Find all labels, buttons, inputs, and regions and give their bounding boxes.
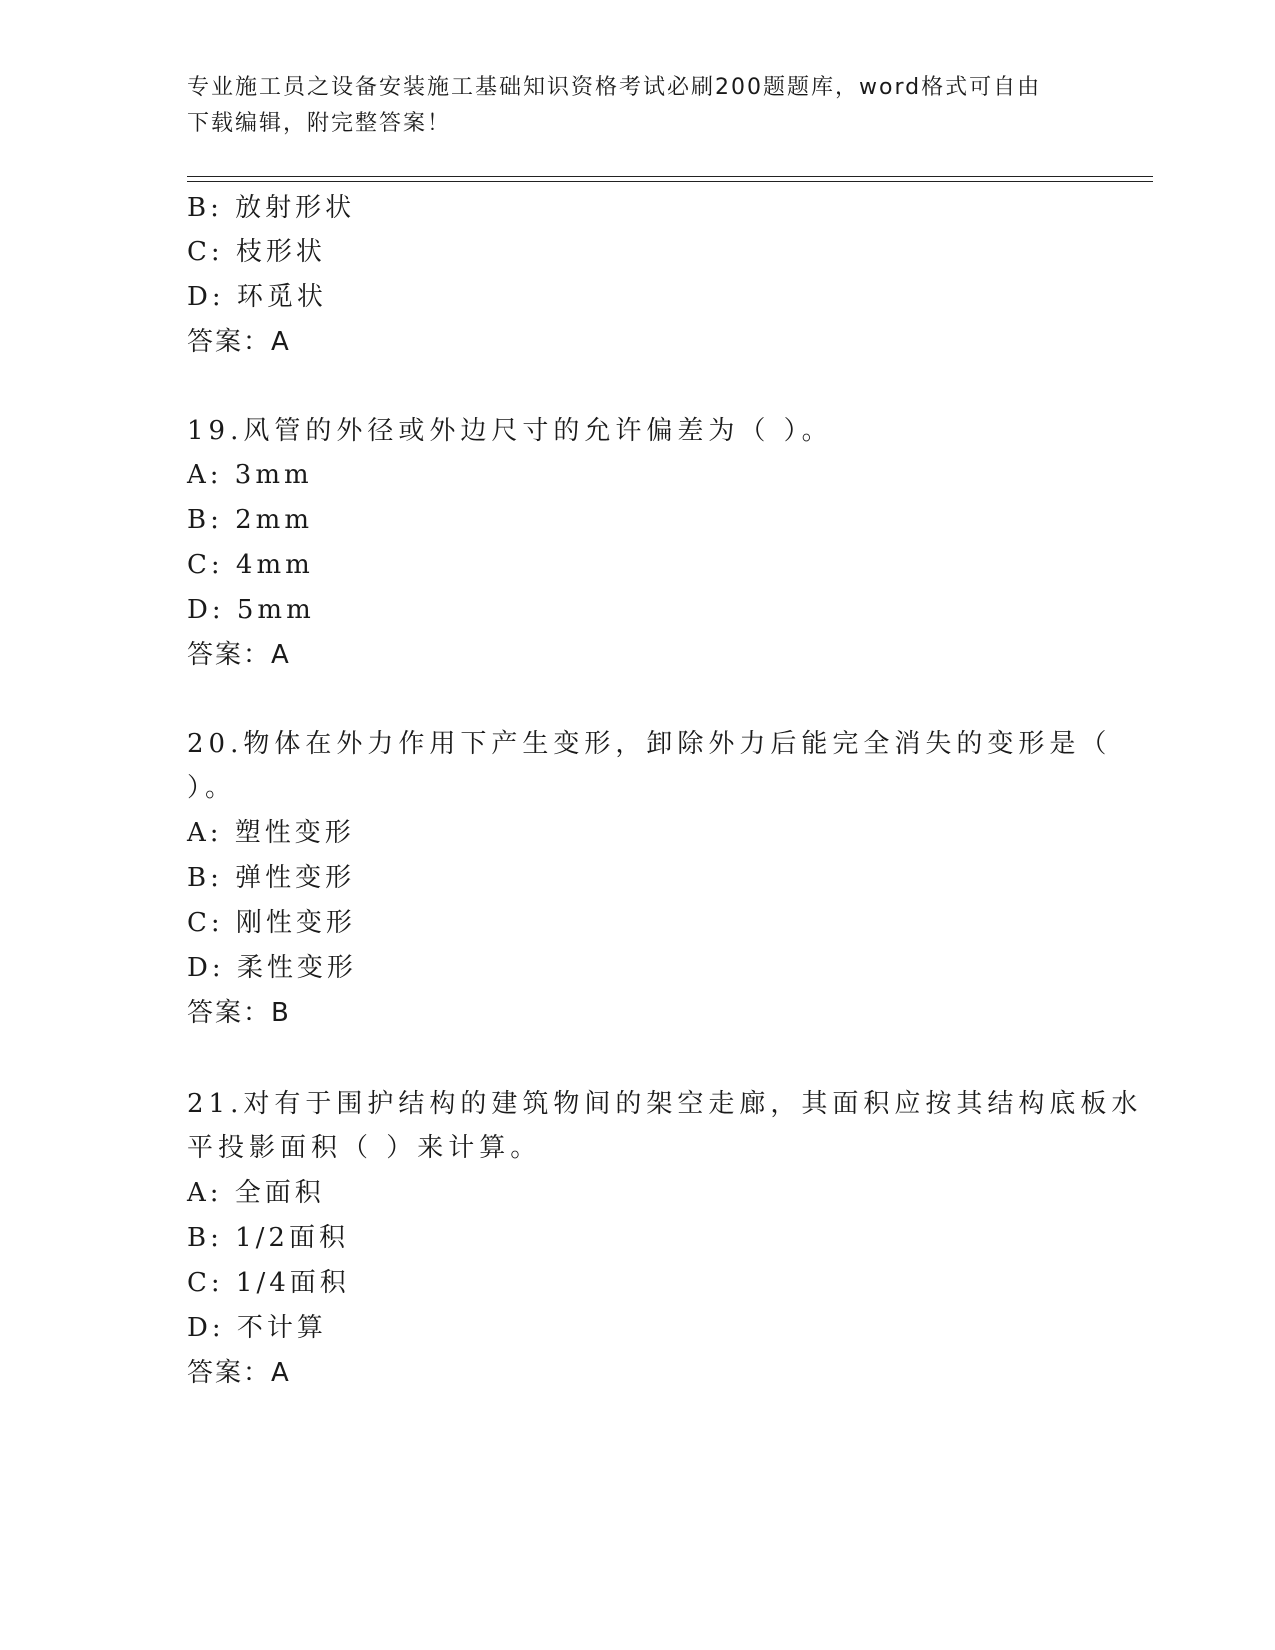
option-b: B: 1/2面积	[187, 1223, 349, 1253]
option-c: C: 刚性变形	[187, 908, 356, 938]
option-c: C: 1/4面积	[187, 1268, 350, 1298]
option-d: D: 柔性变形	[187, 953, 357, 983]
question-stem-continued: ）。	[187, 773, 237, 803]
answer: 答案：A	[187, 327, 291, 357]
document-header	[187, 70, 1087, 142]
question-stem: 19.风管的外径或外边尺寸的允许偏差为（ ）。	[187, 416, 833, 446]
header-divider-top	[187, 176, 1153, 177]
option-d: D: 环觅状	[187, 282, 327, 312]
option-b: B: 弹性变形	[187, 863, 356, 893]
option-d: D: 不计算	[187, 1313, 327, 1343]
question-stem: 20.物体在外力作用下产生变形，卸除外力后能完全消失的变形是（	[187, 729, 1112, 759]
question-stem-continued: 平投影面积（ ）来计算。	[187, 1133, 542, 1163]
option-d: D: 5mm	[187, 595, 315, 625]
option-a: A: 3mm	[187, 460, 313, 490]
header-line-1: 专业施工员之设备安装施工基础知识资格考试必刷200题题库，word格式可自由	[187, 75, 1042, 100]
option-a: A: 全面积	[187, 1178, 325, 1208]
answer: 答案：A	[187, 640, 291, 670]
answer: 答案：A	[187, 1358, 291, 1388]
header-line-2: 下载编辑，附完整答案！	[187, 111, 452, 136]
option-c: C: 4mm	[187, 550, 314, 580]
option-c: C: 枝形状	[187, 237, 326, 267]
header-divider-bottom	[187, 181, 1153, 182]
option-b: B: 2mm	[187, 505, 313, 535]
option-b: B: 放射形状	[187, 193, 356, 223]
answer: 答案：B	[187, 998, 291, 1028]
option-a: A: 塑性变形	[187, 818, 355, 848]
question-stem: 21.对有于围护结构的建筑物间的架空走廊，其面积应按其结构底板水	[187, 1089, 1143, 1119]
